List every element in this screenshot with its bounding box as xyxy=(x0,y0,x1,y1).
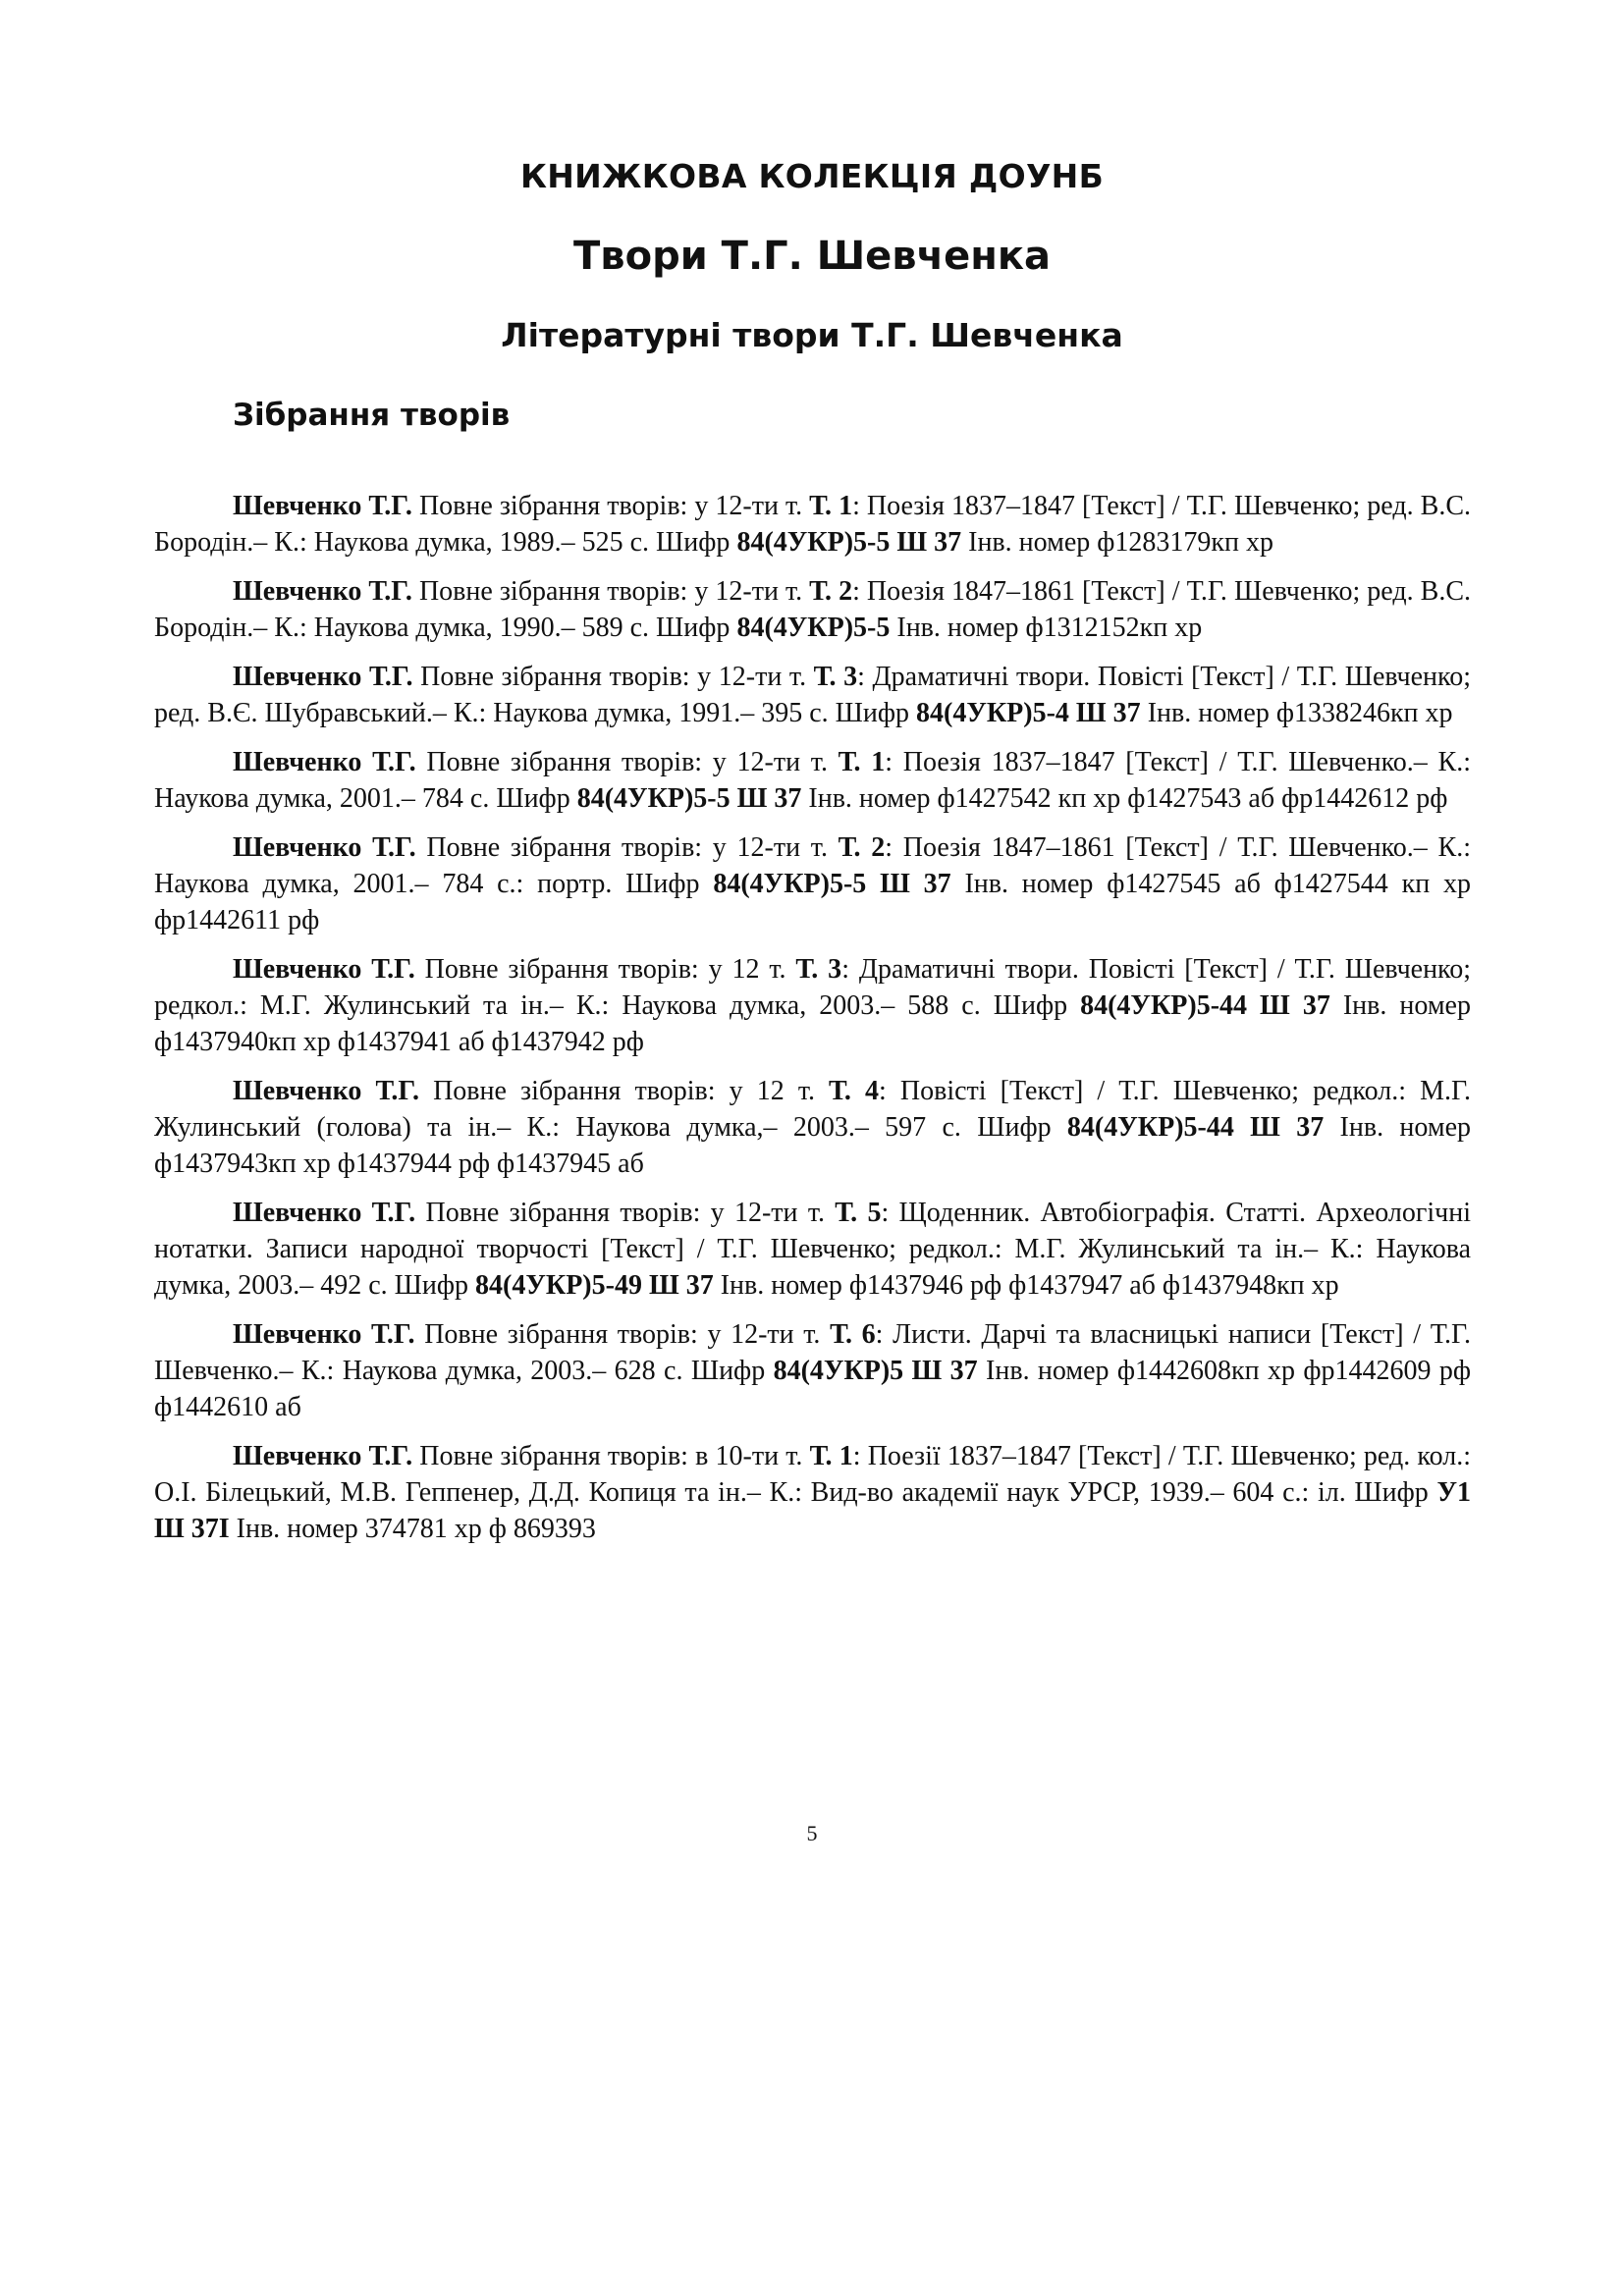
bibliography-entry xyxy=(154,573,1471,646)
entry-volume: Т. 4 xyxy=(829,1076,880,1106)
entry-author: Шевченко Т.Г. xyxy=(233,1441,413,1471)
entry-author: Шевченко Т.Г. xyxy=(233,662,413,692)
entry-volume: Т. 1 xyxy=(809,491,853,521)
entry-cipher: 84(4УКР)5-5 xyxy=(736,613,891,643)
entry-inventory: Інв. номер ф1437940кп хр ф1437941 аб ф1437942 рф xyxy=(154,990,1471,1057)
entry-text: Повне зібрання творів: у 12-ти т. xyxy=(411,491,810,521)
entry-cipher: 84(4УКР)5-44 Ш 37 xyxy=(1080,990,1330,1021)
entry-inventory: Інв. номер ф1437943кп хр ф1437944 рф ф1437945 аб xyxy=(154,1112,1471,1179)
entry-volume: Т. 6 xyxy=(830,1319,876,1350)
bibliography-entry xyxy=(154,1195,1471,1304)
entry-inventory: Інв. номер 374781 хр ф 869393 xyxy=(229,1514,596,1544)
entry-text: : Поезії 1837–1847 [Текст] / Т.Г. Шевченко; ред. кол.: О.І. Білецький, М.В. Геппенер, Д.Д. Копиця та ін.– К.: Вид-во академії наук УРСР, 1939.– 604 с.: іл. Шифр xyxy=(154,1441,1471,1508)
entry-cipher: 84(4УКР)5-44 Ш 37 xyxy=(1066,1112,1325,1143)
entry-inventory: Інв. номер ф1437946 рф ф1437947 аб ф1437948кп хр xyxy=(713,1270,1339,1301)
entry-cipher: 84(4УКР)5-5 Ш 37 xyxy=(736,527,962,558)
entry-volume: Т. 3 xyxy=(813,662,858,692)
entry-text: Повне зібрання творів: у 12-ти т. xyxy=(415,747,839,777)
page-number: 5 xyxy=(806,1821,818,1845)
entry-text: : Щоденник. Автобіографія. Статті. Археологічні нотатки. Записи народної творчості [Текст] / Т.Г. Шевченко; редкол.: М.Г. Жулинський та ін.– К.: Наукова думка, 2003.– 492 с. Шифр xyxy=(154,1198,1472,1301)
entry-author: Шевченко Т.Г. xyxy=(233,491,412,521)
entry-volume: Т. 2 xyxy=(838,832,886,863)
entry-cipher: 84(4УКР)5-5 Ш 37 xyxy=(576,783,802,814)
page-title: Твори Т.Г. Шевченка xyxy=(573,234,1051,279)
subtitle: Літературні твори Т.Г. Шевченка xyxy=(501,316,1123,354)
entry-cipher: 84(4УКР)5 Ш 37 xyxy=(773,1356,978,1386)
entry-inventory: Інв. номер ф1312152кп хр xyxy=(890,613,1203,643)
entry-cipher: У1 Ш 37І xyxy=(154,1477,1471,1544)
entry-text: Повне зібрання творів: у 12-ти т. xyxy=(414,1319,831,1350)
bibliography-entry xyxy=(154,744,1471,817)
entry-text: Повне зібрання творів: в 10-ти т. xyxy=(412,1441,810,1471)
entry-author: Шевченко Т.Г. xyxy=(233,954,415,985)
bibliography-entry xyxy=(154,1073,1471,1182)
entry-volume: Т. 1 xyxy=(838,747,886,777)
entry-inventory: Інв. номер ф1283179кп хр xyxy=(961,527,1273,558)
entry-author: Шевченко Т.Г. xyxy=(233,576,412,607)
entry-volume: Т. 2 xyxy=(809,576,853,607)
entry-cipher: 84(4УКР)5-4 Ш 37 xyxy=(916,698,1141,728)
entry-inventory: Інв. номер ф1427545 аб ф1427544 кп хр фр1442611 рф xyxy=(154,869,1471,935)
entry-text: : Поезія 1847–1861 [Текст] / Т.Г. Шевченко; ред. В.С. Бородін.– К.: Наукова думка, 1990.– 589 с. Шифр xyxy=(154,576,1472,643)
entry-text: Повне зібрання творів: у 12 т. xyxy=(414,954,796,985)
entry-author: Шевченко Т.Г. xyxy=(233,832,416,863)
entry-author: Шевченко Т.Г. xyxy=(233,1319,415,1350)
bibliography-entry xyxy=(154,488,1471,561)
entry-cipher: 84(4УКР)5-49 Ш 37 xyxy=(475,1270,714,1301)
entry-text: : Поезія 1837–1847 [Текст] / Т.Г. Шевченко.– К.: Наукова думка, 2001.– 784 с. Шифр xyxy=(154,747,1471,814)
entry-text: : Листи. Дарчі та власницькі написи [Текст] / Т.Г. Шевченко.– К.: Наукова думка, 2003.– 628 с. Шифр xyxy=(154,1319,1472,1386)
entry-text: : Драматичні твори. Повісті [Текст] / Т.Г. Шевченко; ред. В.Є. Шубравський.– К.: Наукова думка, 1991.– 395 с. Шифр xyxy=(154,662,1472,728)
entry-text: : Повісті [Текст] / Т.Г. Шевченко; редкол.: М.Г. Жулинський (голова) та ін.– К.: Наукова думка,– 2003.– 597 с. Шифр xyxy=(154,1076,1471,1143)
bibliography-entry xyxy=(154,951,1471,1060)
bibliography-list xyxy=(154,488,1471,1560)
entry-text: : Поезія 1847–1861 [Текст] / Т.Г. Шевченко.– К.: Наукова думка, 2001.– 784 с.: портр. Шифр xyxy=(154,832,1471,899)
entry-text: Повне зібрання творів: у 12-ти т. xyxy=(411,576,810,607)
bibliography-entry xyxy=(154,1438,1471,1547)
entry-text: : Драматичні твори. Повісті [Текст] / Т.Г. Шевченко; редкол.: М.Г. Жулинський та ін.– К.: Наукова думка, 2003.– 588 с. Шифр xyxy=(154,954,1472,1021)
entry-text: Повне зібрання творів: у 12 т. xyxy=(418,1076,830,1106)
entry-volume: Т. 5 xyxy=(835,1198,882,1228)
entry-text: Повне зібрання творів: у 12-ти т. xyxy=(415,832,839,863)
entry-volume: Т. 1 xyxy=(809,1441,853,1471)
entry-inventory: Інв. номер ф1338246кп хр xyxy=(1140,698,1453,728)
bibliography-entry xyxy=(154,659,1471,731)
entry-author: Шевченко Т.Г. xyxy=(233,747,416,777)
section-heading: Зібрання творів xyxy=(233,398,511,433)
entry-inventory: Інв. номер ф1427542 кп хр ф1427543 аб фр1442612 рф xyxy=(801,783,1448,814)
entry-text: : Поезія 1837–1847 [Текст] / Т.Г. Шевченко; ред. В.С. Бородін.– К.: Наукова думка, 1989.– 525 с. Шифр xyxy=(154,491,1472,558)
entry-volume: Т. 3 xyxy=(795,954,842,985)
entry-text: Повне зібрання творів: у 12-ти т. xyxy=(412,662,814,692)
entry-author: Шевченко Т.Г. xyxy=(233,1076,419,1106)
entry-cipher: 84(4УКР)5-5 Ш 37 xyxy=(713,869,951,899)
entry-text: Повне зібрання творів: у 12-ти т. xyxy=(415,1198,836,1228)
bibliography-entry xyxy=(154,829,1471,938)
bibliography-entry xyxy=(154,1316,1471,1425)
entry-inventory: Інв. номер ф1442608кп хр фр1442609 рф ф1442610 аб xyxy=(154,1356,1471,1422)
collection-title: КНИЖКОВА КОЛЕКЦІЯ ДОУНБ xyxy=(519,157,1105,195)
entry-author: Шевченко Т.Г. xyxy=(233,1198,416,1228)
